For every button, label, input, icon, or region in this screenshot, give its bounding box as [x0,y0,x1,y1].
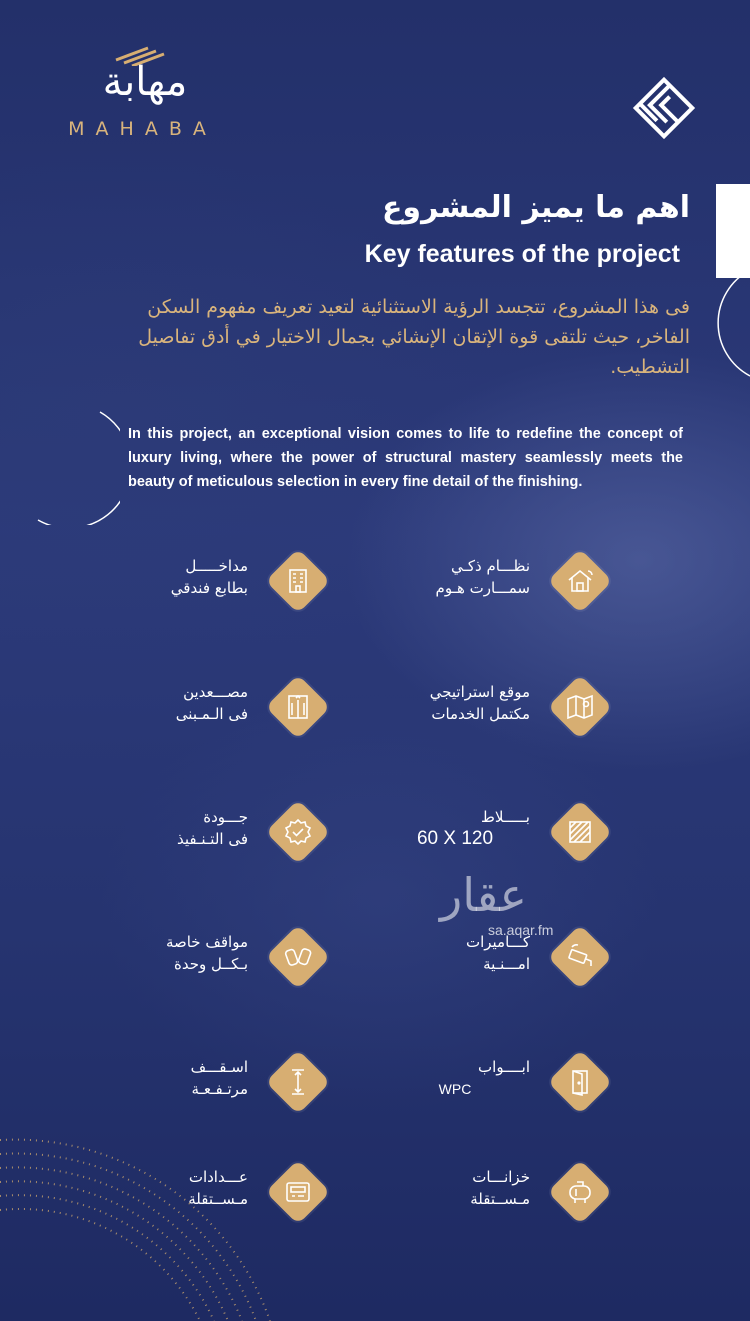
feature-elevators [90,671,330,751]
watermark-logo: عقار [440,868,527,922]
feature-label: ابــــواب [478,1058,530,1076]
tiles-icon [548,800,612,864]
feature-label: كـــاميرات [465,933,530,951]
feature-label: عـــدادات [188,1168,248,1186]
brand-name-english: MAHABA [68,118,217,140]
feature-label: فى الـمـبنى [175,705,248,723]
feature-label: بطابع فندقي [170,579,248,597]
feature-label: بـكــل وحدة [173,955,248,973]
watermark-url: sa.aqar.fm [488,922,554,938]
elevator-icon [266,675,330,739]
feature-quality [90,796,330,876]
feature-label: بـــــلاط [481,808,530,826]
camera-icon [548,925,612,989]
feature-label: موقع استراتيجي [429,683,530,701]
feature-label: مـســتقلة [188,1190,248,1208]
feature-smart-home [372,545,612,625]
feature-tiles [372,796,612,876]
quality-badge-icon [266,800,330,864]
feature-label: خزانـــات [472,1168,530,1186]
smart-home-icon [548,549,612,613]
feature-location [372,671,612,751]
title-arabic: اهم ما يميز المشروع [381,190,690,225]
feature-label: نظـــام ذكـي [450,557,530,575]
feature-label: فى التـنـفيذ [176,830,248,848]
height-arrow-icon [266,1050,330,1114]
map-icon [548,675,612,739]
intro-english: In this project, an exceptional vision comes to life to redefine the concept of luxury living, where the power of structural mastery seamlessly meets the beauty of meticulous selection in every fine detail of the finishing. [128,426,683,490]
feature-label: امـــنـية [483,955,530,973]
decorative-dot-arcs [0,1110,300,1321]
feature-doors [372,1046,612,1126]
intro-arabic: فى هذا المشروع، تتجسد الرؤية الاستثنائية لتعيد تعريف مفهوم السكن الفاخر، حيث تلتقى قوة الإتقان الإنشائي بجمال الاختيار في أدق تفاصيل التشطيب. [138,296,690,378]
feature-parking [90,921,330,1001]
feature-label: مكتمل الخدمات [431,705,530,723]
feature-label: اسـقـــف [190,1058,248,1076]
feature-label: مـســتقلة [470,1190,530,1208]
brand-name-arabic: مهابة [102,59,188,105]
edge-tab [716,184,750,278]
building-icon [266,549,330,613]
tank-icon [548,1160,612,1224]
feature-label: مرتـفـعـة [191,1080,248,1098]
decorative-arc-right [680,268,750,378]
feature-label: مواقف خاصة [165,933,248,951]
feature-hotel-entrances [90,545,330,625]
feature-label: مداخـــــل [185,557,248,575]
feature-label: جـــودة [203,808,248,826]
decorative-arc-left [30,410,120,525]
car-icon [266,925,330,989]
feature-tanks [372,1156,612,1236]
feature-label: 60 X 120 [416,828,494,849]
feature-label: سمـــارت هـوم [435,579,530,597]
feature-label: مصـــعدين [183,683,248,701]
door-icon [548,1050,612,1114]
feature-label: WPC [438,1081,472,1097]
title-english: Key features of the project [364,240,680,268]
developer-logo-icon [628,72,700,144]
